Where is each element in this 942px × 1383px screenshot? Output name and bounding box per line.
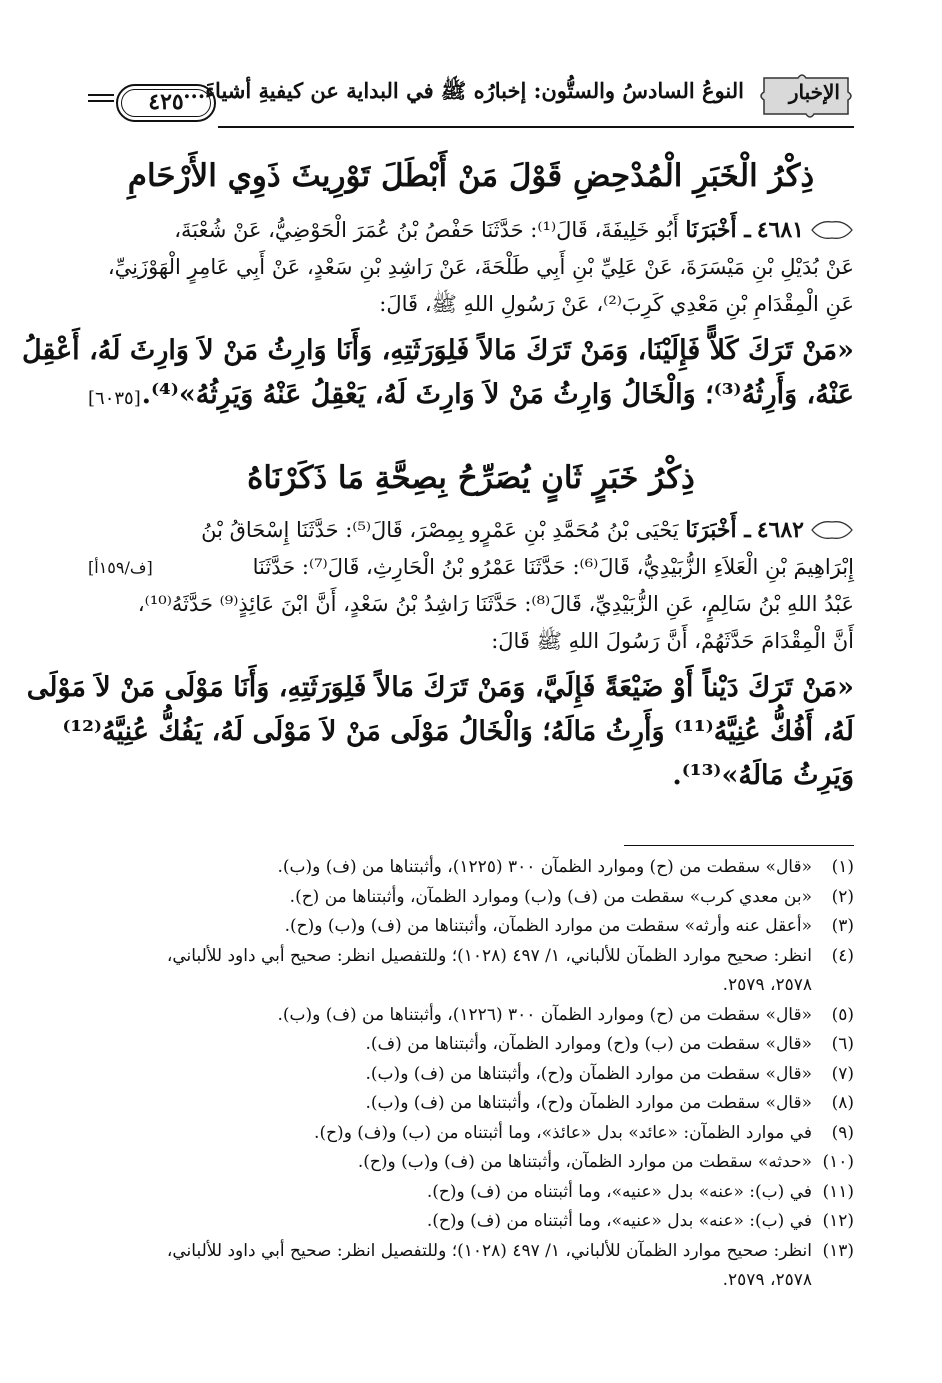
footnote-text: في (ب): «عنه» بدل «عنيه»، وما أثبتناه من (ف) و(ح). bbox=[426, 1181, 812, 1202]
footnote bbox=[88, 1148, 854, 1178]
narration-line: عَنْ بُدَيْلِ بْنِ مَيْسَرَةَ، عَنْ عَلِيِّ بْنِ أَبِي طَلْحَةَ، عَنْ رَاشِدِ بْنِ سَعْدٍ، عَنْ أَبِي عَامِرٍ الْهَوْزَنِيِّ، bbox=[107, 255, 854, 279]
footnote-number: (٥) bbox=[831, 1004, 854, 1025]
akhbarana-label: ـ أَخْبَرَنَا bbox=[685, 217, 751, 243]
matn-text: عَنْهُ، وَأَرِثُهُ⁽³⁾؛ وَالْخَالُ وَارِثُ مَنْ لاَ وَارِثَ لَهُ، يَعْقِلُ عَنْهُ وَيَرِثُهُ»⁽⁴⁾. bbox=[141, 379, 854, 410]
hadith-4681 bbox=[21, 212, 854, 417]
footnote bbox=[88, 1178, 854, 1208]
footnote bbox=[88, 1119, 854, 1149]
footnote bbox=[88, 1030, 854, 1060]
footnote-text: «بن معدي كرب» سقطت من (ف) و(ب) وموارد الظمآن، وأثبتناها من (ح). bbox=[289, 886, 812, 907]
section-badge bbox=[758, 72, 854, 120]
footnote-number: (١٠) bbox=[822, 1152, 854, 1172]
footnote-text: «أعقل عنه وأرثه» سقطت من موارد الظمآن، وأثبتناها من (ف) و(ب) و(ح). bbox=[284, 916, 812, 936]
footnote-number: (٣) bbox=[831, 916, 854, 936]
section-title-1: ذِكْرُ الْخَبَرِ الْمُدْحِضِ قَوْلَ مَنْ أَبْطَلَ تَوْرِيثَ ذَوِي الأَرْحَامِ bbox=[127, 158, 815, 194]
hadith-marker-icon bbox=[810, 518, 854, 542]
footnote-separator bbox=[624, 845, 854, 846]
footnote bbox=[88, 1207, 854, 1237]
header-double-rule bbox=[88, 94, 114, 102]
footnote-text: انظر: صحيح موارد الظمآن للألباني، ١/ ٤٩٧ (١٠٢٨)؛ وللتفصيل انظر: صحيح أبي داود للألباني، bbox=[166, 1240, 812, 1261]
footnote bbox=[88, 1001, 854, 1031]
footnote-number: (١٣) bbox=[822, 1240, 854, 1261]
running-title: النوعُ السادسُ والستُّون: إخبارُه ﷺ في البداية عن كيفيةِ أشياءَ... bbox=[183, 78, 744, 103]
footnote-number: (٤) bbox=[831, 945, 854, 966]
footnote-number: (٧) bbox=[831, 1063, 854, 1084]
footnote-number: (٢) bbox=[831, 886, 854, 907]
footnote-number: (١٢) bbox=[822, 1211, 854, 1231]
cross-reference: [٦٠٣٥] bbox=[88, 388, 141, 409]
narration-text: إِبْرَاهِيمَ بْنِ الْعَلاَءِ الزُّبَيْدِيُّ، قَالَ⁽⁶⁾: حَدَّثَنَا عَمْرُو بْنُ الْحَارِثِ، قَالَ⁽⁷⁾: حَدَّثَنَا bbox=[252, 555, 854, 579]
footnote-continuation bbox=[88, 971, 854, 1001]
section-title-2: ذِكْرُ خَبَرٍ ثَانٍ يُصَرِّحُ بِصِحَّةِ مَا ذَكَرْنَاهُ bbox=[247, 460, 695, 496]
footnote-text: انظر: صحيح موارد الظمآن للألباني، ١/ ٤٩٧ (١٠٢٨)؛ وللتفصيل انظر: صحيح أبي داود للألباني، bbox=[166, 945, 812, 966]
matn-line: «مَنْ تَرَكَ كَلاًّ فَإِلَيْنَا، وَمَنْ تَرَكَ مَالاً فَلِوَرَثَتِهِ، وَأَنَا وَارِثُ مَنْ لاَ وَارِثَ لَهُ، أَعْقِلُ bbox=[21, 335, 854, 366]
narration-line: أَنَّ الْمِقْدَامَ حَدَّثَهُمْ، أَنَّ رَسُولَ اللهِ ﷺ قَالَ: bbox=[491, 629, 854, 653]
narration-line bbox=[88, 549, 854, 586]
footnote-number: (٨) bbox=[831, 1093, 854, 1113]
matn-line bbox=[88, 373, 854, 417]
footnote-number: (١) bbox=[831, 857, 854, 877]
footnote-text: «قال» سقطت من (ح) وموارد الظمآن ٣٠٠ (١٢٢٥)، وأثبتناها من (ف) و(ب). bbox=[277, 857, 812, 877]
footnote-text: ٢٥٧٨، ٢٥٧٩. bbox=[722, 1270, 812, 1290]
footnote bbox=[88, 1237, 854, 1267]
footnote-text: «قال» سقطت من موارد الظمآن و(ح)، وأثبتناها من (ف) و(ب). bbox=[365, 1093, 812, 1113]
hadith-marker-icon bbox=[810, 218, 854, 242]
page-header bbox=[88, 72, 854, 132]
matn-line: «مَنْ تَرَكَ دَيْناً أَوْ ضَيْعَةً فَإِلَيَّ، وَمَنْ تَرَكَ مَالاً فَلِوَرَثَتِهِ، وَأَنَا مَوْلَى مَنْ لاَ مَوْلَى bbox=[26, 672, 854, 703]
footnote-number: (٦) bbox=[831, 1034, 854, 1054]
page-number-frame bbox=[116, 84, 216, 122]
page-number: ٤٢٥ bbox=[148, 89, 184, 115]
footnote-text: في (ب): «عنه» بدل «عنيه»، وما أثبتناه من (ف) و(ح). bbox=[426, 1211, 812, 1231]
section-badge-label: الإخبار bbox=[788, 80, 840, 104]
footnote-text: في موارد الظمآن: «عائد» بدل «عائذ»، وما أثبتناه من (ب) و(ف) و(ح). bbox=[314, 1122, 812, 1143]
footnote-text: «قال» سقطت من (ح) وموارد الظمآن ٣٠٠ (١٢٢٦)، وأثبتناها من (ف) و(ب). bbox=[277, 1004, 812, 1025]
narration-line bbox=[88, 212, 854, 249]
narration-line: عَبْدُ اللهِ بْنُ سَالِمٍ، عَنِ الزُّبَيْدِيِّ، قَالَ⁽⁸⁾: حَدَّثَنَا رَاشِدُ بْنُ سَعْدٍ، أَنَّ ابْنَ عَائِذٍ⁽⁹⁾ حَدَّثَهُ⁽¹⁰⁾، bbox=[137, 592, 854, 616]
matn-line: لَهُ، أَفُكُّ عُنِيَّهُ⁽¹¹⁾ وَأَرِثُ مَالَهُ؛ وَالْخَالُ مَوْلَى مَنْ لاَ مَوْلَى لَهُ، يَفُكُّ عُنِيَّهُ⁽¹²⁾ bbox=[62, 716, 854, 747]
manuscript-folio-ref: [ف/١٥٩أ] bbox=[88, 558, 153, 577]
footnotes-list bbox=[88, 853, 854, 1296]
narration-line bbox=[88, 512, 854, 549]
matn-line: وَيَرِثُ مَالَهُ»⁽¹³⁾. bbox=[672, 760, 854, 791]
footnote-text: «حدثه» سقطت من موارد الظمآن، وأثبتناها من (ف) و(ب) و(ح). bbox=[357, 1152, 812, 1172]
hadith-4682 bbox=[26, 512, 854, 798]
footnote bbox=[88, 1089, 854, 1119]
footnote-text: «قال» سقطت من موارد الظمآن و(ح)، وأثبتناها من (ف) و(ب). bbox=[365, 1063, 812, 1084]
footnote-text: «قال» سقطت من (ب) و(ح) وموارد الظمآن، وأثبتناها من (ف). bbox=[365, 1034, 812, 1054]
footnote-number: (١١) bbox=[822, 1181, 854, 1202]
narration-text: أَبُو خَلِيفَةَ، قَالَ⁽¹⁾: حَدَّثَنَا حَفْصُ بْنُ عُمَرَ الْحَوْضِيُّ، عَنْ شُعْبَةَ، bbox=[174, 218, 679, 242]
footnote bbox=[88, 912, 854, 942]
footnote-number: (٩) bbox=[831, 1122, 854, 1143]
narration-line: عَنِ الْمِقْدَامِ بْنِ مَعْدِي كَرِبَ⁽²⁾، عَنْ رَسُولِ اللهِ ﷺ، قَالَ: bbox=[379, 292, 854, 316]
footnote bbox=[88, 942, 854, 972]
footnote bbox=[88, 1060, 854, 1090]
header-rule bbox=[218, 126, 854, 128]
footnote bbox=[88, 853, 854, 883]
hadith-number: ٤٦٨١ bbox=[756, 217, 804, 243]
footnote bbox=[88, 883, 854, 913]
footnote-text: ٢٥٧٨، ٢٥٧٩. bbox=[722, 975, 812, 995]
footnote-continuation bbox=[88, 1266, 854, 1296]
narration-text: يَحْيَى بْنُ مُحَمَّدِ بْنِ عَمْرٍو بِمِصْرَ، قَالَ⁽⁵⁾: حَدَّثَنَا إِسْحَاقُ بْنُ bbox=[201, 518, 679, 542]
akhbarana-label: ـ أَخْبَرَنَا bbox=[685, 517, 751, 543]
hadith-number: ٤٦٨٢ bbox=[756, 517, 804, 543]
